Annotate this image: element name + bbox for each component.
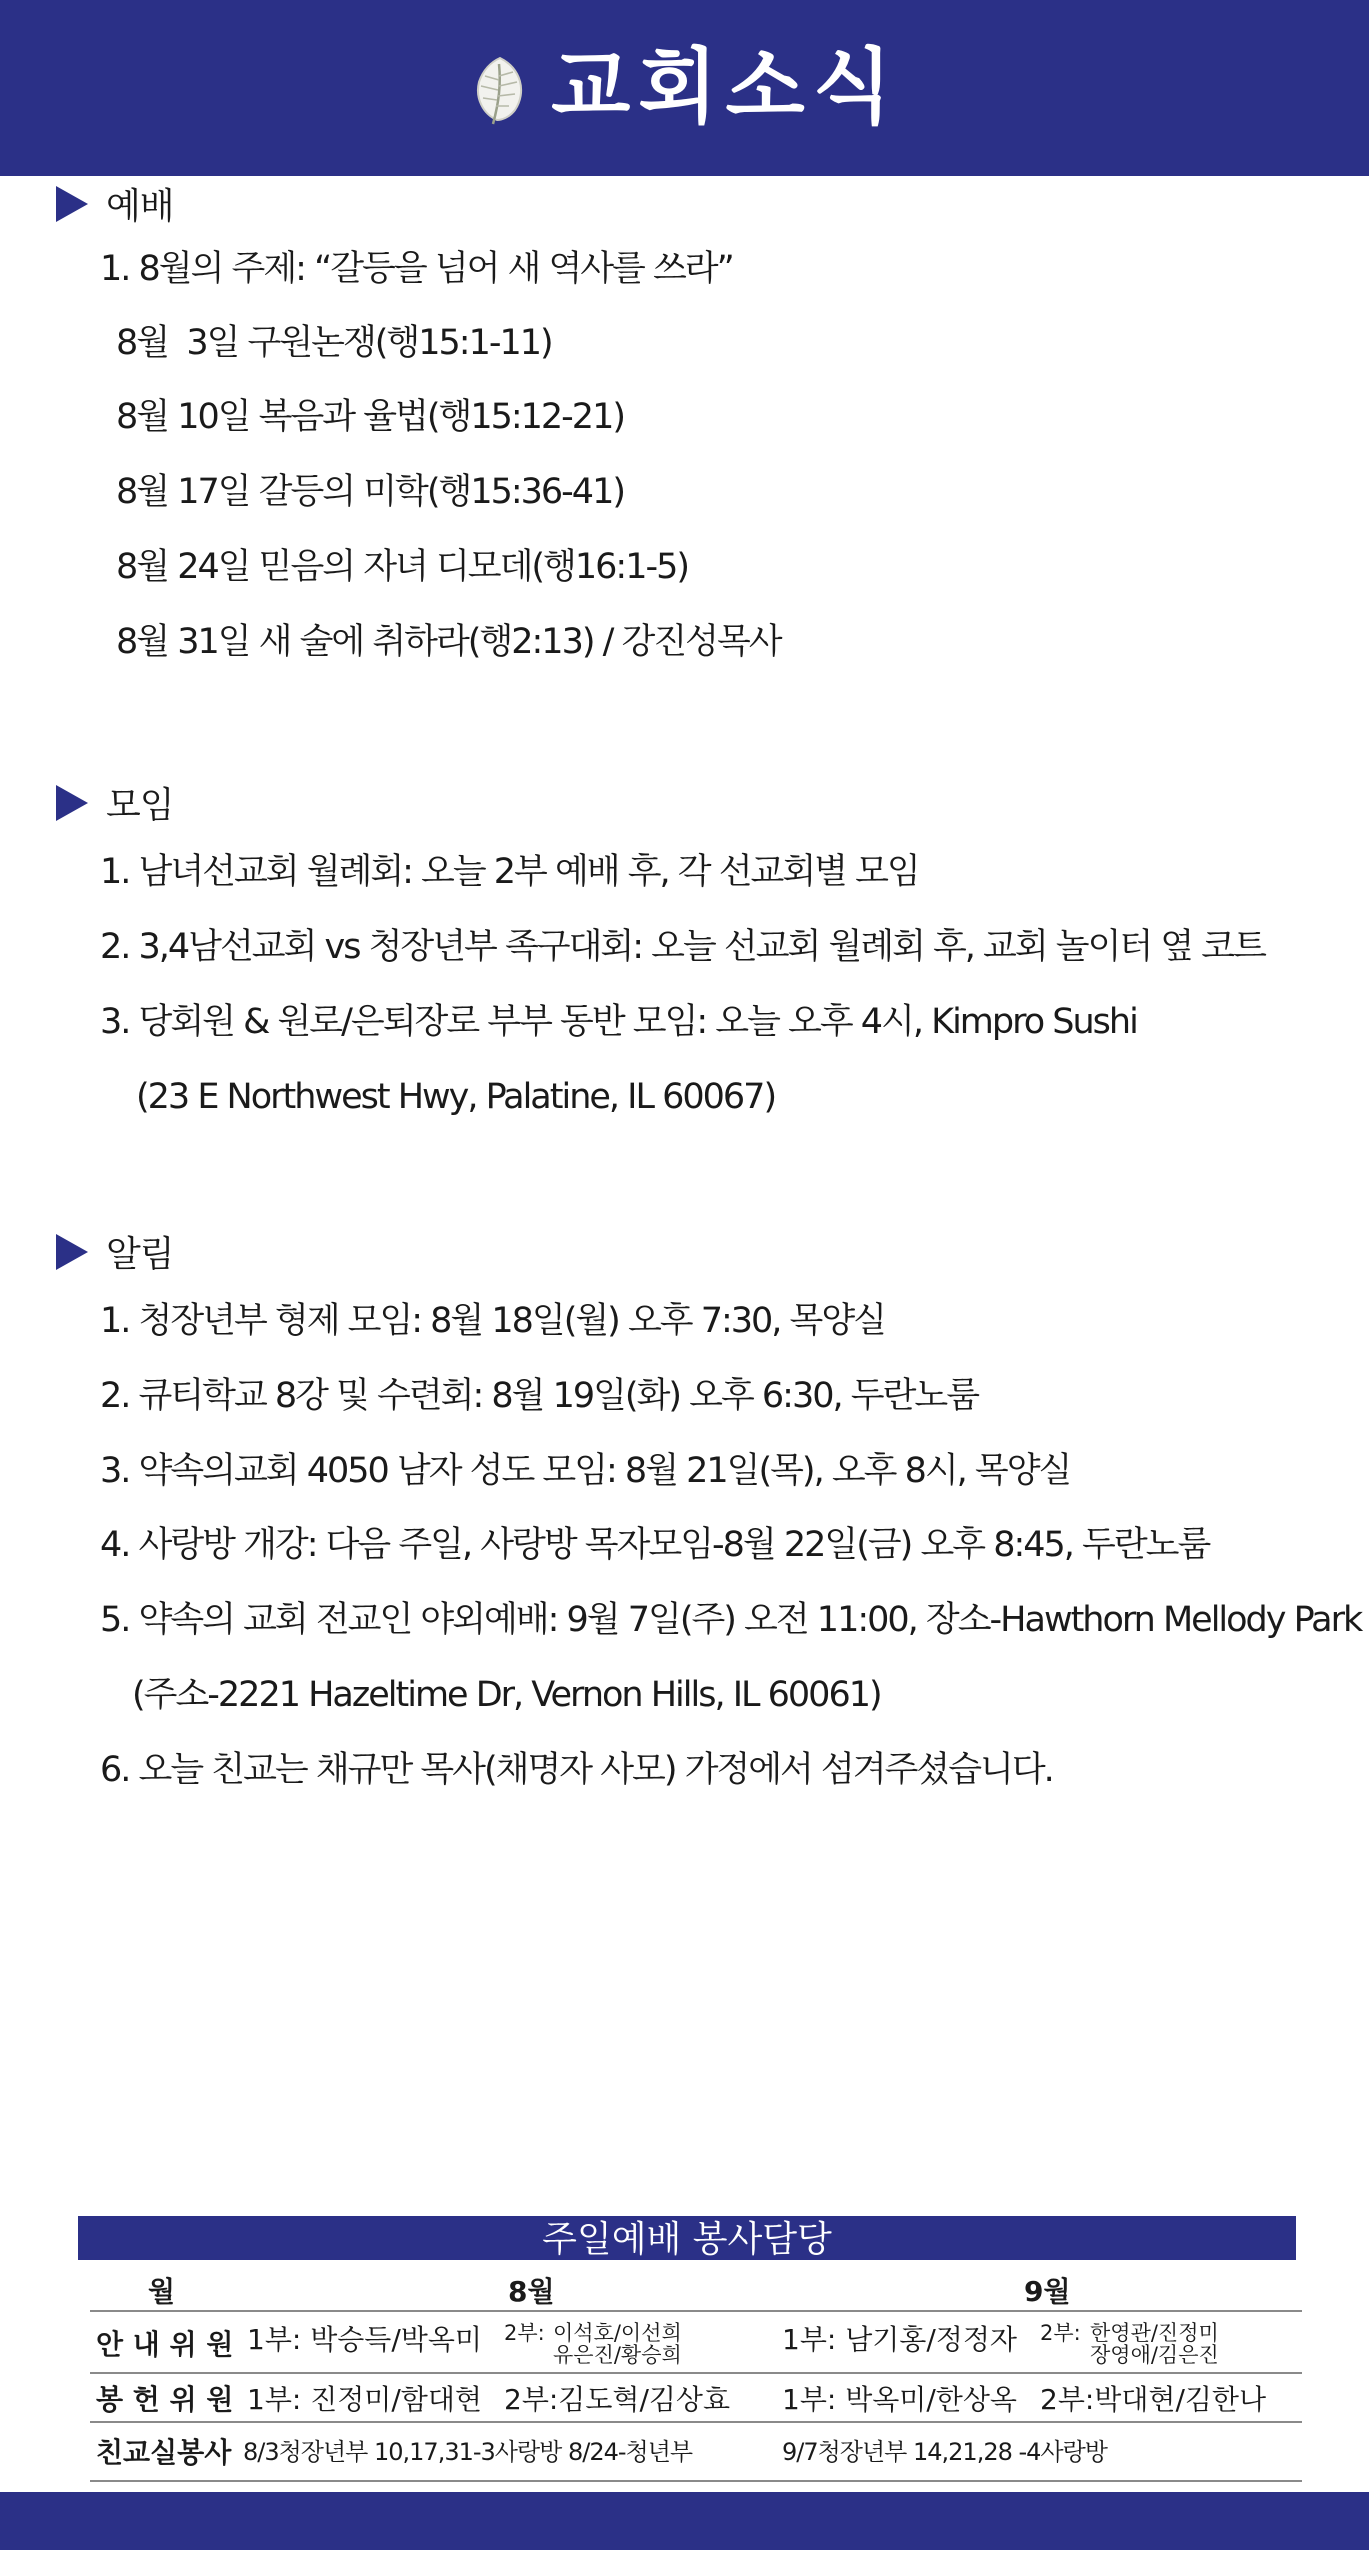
notice-address: (주소-2221 Hazeltime Dr, Vernon Hills, IL 60061) (132, 1675, 881, 1715)
table-cell: 1부: 박승득/박옥미 (247, 2323, 482, 2356)
meeting-address: (23 E Northwest Hwy, Palatine, IL 60067) (136, 1077, 776, 1117)
meeting-item: 3. 당회원 & 원로/은퇴장로 부부 동반 모임: 오늘 오후 4시, Kimpro Sushi (100, 1002, 1137, 1042)
section-heading-label: 예배 (106, 186, 174, 227)
section-heading-worship (56, 178, 174, 229)
sermon-item: 8월 31일 새 술에 취하라(행2:13) / 강진성목사 (116, 622, 781, 662)
table-cell: 장영애/김은진 (1090, 2343, 1219, 2367)
footer-bar (0, 2492, 1369, 2550)
table-header-sep: 9월 (1024, 2275, 1071, 2308)
table-rule (90, 2372, 1302, 2374)
section-heading-meetings (56, 777, 174, 828)
table-cell: 한영관/진정미 (1090, 2321, 1219, 2345)
table-row-role: 친교실봉사 (96, 2436, 232, 2469)
sermon-item: 8월 10일 복음과 율법(행15:12-21) (116, 397, 625, 437)
table-cell-label: 2부: (1040, 2321, 1081, 2345)
sermon-item: 8월 24일 믿음의 자녀 디모데(행16:1-5) (116, 547, 689, 587)
table-cell: 1부: 남기홍/정정자 (782, 2323, 1017, 2356)
worship-theme: 1. 8월의 주제: “갈등을 넘어 새 역사를 쓰라” (100, 249, 733, 289)
table-rule (90, 2310, 1302, 2312)
table-cell: 유은진/황승희 (553, 2343, 682, 2367)
page-title: 교회소식 (551, 40, 900, 135)
triangle-bullet-icon (56, 1234, 88, 1270)
table-row-role: 봉 헌 위 원 (96, 2383, 234, 2416)
sermon-item: 8월 17일 갈등의 미학(행15:36-41) (116, 472, 625, 512)
triangle-bullet-icon (56, 785, 88, 821)
table-rule (90, 2421, 1302, 2423)
table-cell: 이석호/이선희 (553, 2321, 682, 2345)
notice-item: 4. 사랑방 개강: 다음 주일, 사랑방 목자모임-8월 22일(금) 오후 8:45, 두란노룸 (100, 1525, 1210, 1565)
notice-item: 5. 약속의 교회 전교인 야외예배: 9월 7일(주) 오전 11:00, 장소-Hawthorn Mellody Park (100, 1600, 1362, 1640)
triangle-bullet-icon (56, 186, 88, 222)
service-table-title: 주일예배 봉사담당 (78, 2216, 1296, 2260)
table-cell: 1부: 박옥미/한상옥 (782, 2383, 1017, 2416)
section-heading-label: 알림 (106, 1234, 174, 1275)
notice-item: 2. 큐티학교 8강 및 수련회: 8월 19일(화) 오후 6:30, 두란노룸 (100, 1376, 979, 1416)
table-cell: 9/7청장년부 14,21,28 -4사랑방 (782, 2438, 1107, 2466)
table-cell: 1부: 진정미/함대현 (247, 2383, 482, 2416)
table-cell: 8/3청장년부 10,17,31-3사랑방 8/24-청년부 (243, 2438, 693, 2466)
page-header (0, 0, 1369, 176)
section-heading-notices (56, 1226, 174, 1277)
table-cell-label: 2부: (504, 2321, 545, 2345)
notice-item: 1. 청장년부 형제 모임: 8월 18일(월) 오후 7:30, 목양실 (100, 1301, 885, 1341)
table-row-role: 안 내 위 원 (96, 2328, 234, 2361)
table-header-aug: 8월 (508, 2275, 555, 2308)
table-cell: 2부:김도혁/김상효 (504, 2383, 731, 2416)
notice-item: 3. 약속의교회 4050 남자 성도 모임: 8월 21일(목), 오후 8시, 목양실 (100, 1451, 1071, 1491)
notice-item: 6. 오늘 친교는 채규만 목사(채명자 사모) 가정에서 섬겨주셨습니다. (100, 1750, 1053, 1790)
leaf-icon (469, 54, 531, 126)
table-rule (90, 2480, 1302, 2482)
meeting-item: 2. 3,4남선교회 vs 청장년부 족구대회: 오늘 선교회 월례회 후, 교회 놀이터 옆 코트 (100, 927, 1265, 967)
meeting-item: 1. 남녀선교회 월례회: 오늘 2부 예배 후, 각 선교회별 모임 (100, 852, 919, 892)
section-heading-label: 모임 (106, 785, 174, 826)
sermon-item: 8월 3일 구원논쟁(행15:1-11) (116, 323, 552, 363)
table-cell: 2부:박대현/김한나 (1040, 2383, 1267, 2416)
table-header-month: 월 (148, 2275, 176, 2308)
